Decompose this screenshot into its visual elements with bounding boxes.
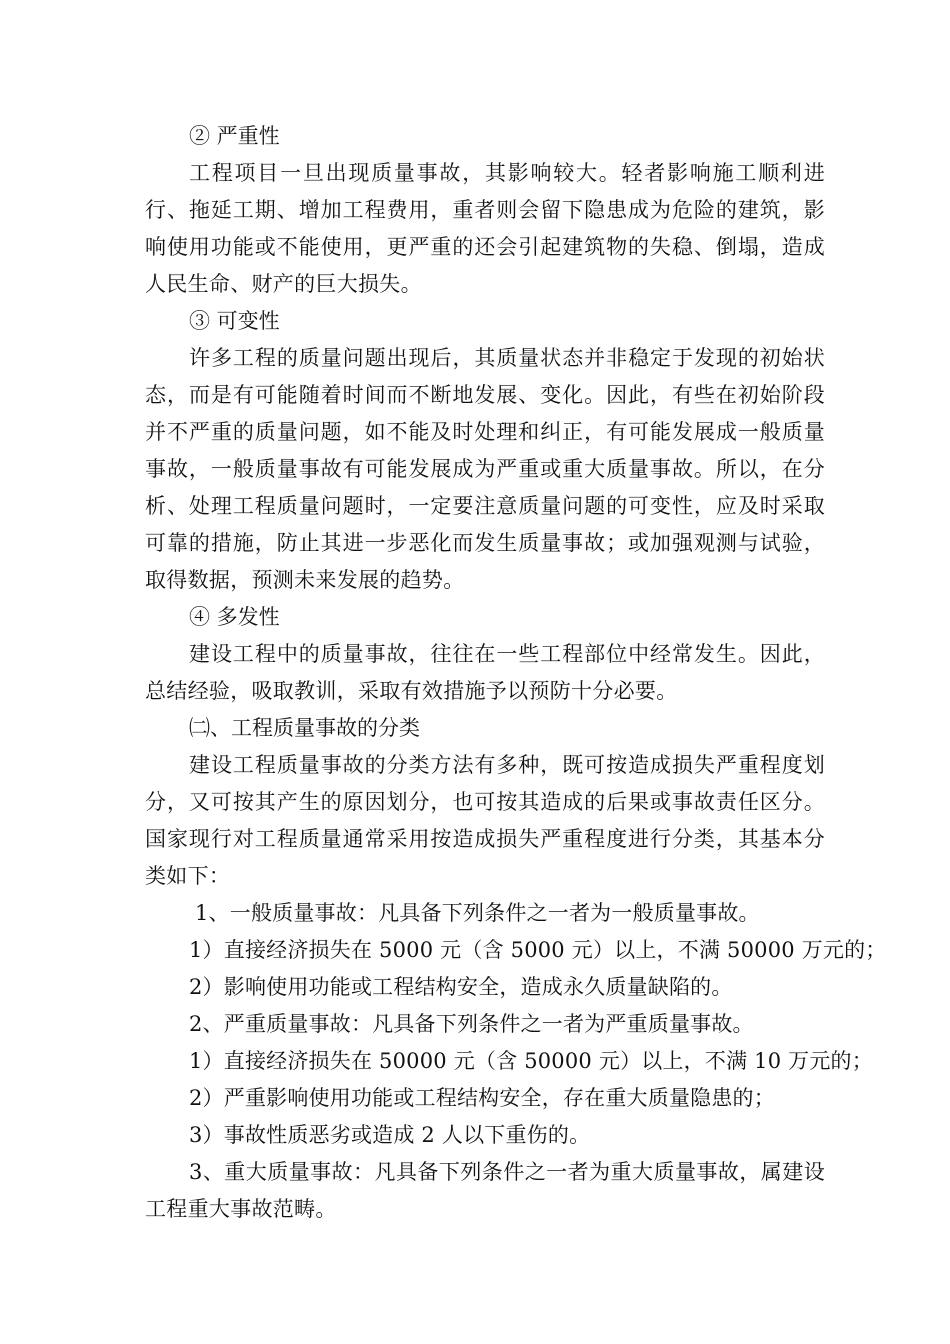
paragraph-classification: 建设工程质量事故的分类方法有多种，既可按造成损失严重程度划分，又可按其产生的原因划分，也可按其造成的后果或事故责任区分。国家现行对工程质量通常采用按造成损失严重程度进行分类，其基本分类如下： (145, 753, 825, 888)
heading-frequency: ④ 多发性 (189, 605, 280, 629)
major-accident-title: 3、重大质量事故：凡具备下列条件之一者为重大质量事故，属建设工程重大事故范畴。 (145, 1160, 825, 1221)
serious-accident-title: 2、严重质量事故：凡具备下列条件之一者为严重质量事故。 (189, 1012, 754, 1036)
serious-accident-condition-3: 3）事故性质恶劣或造成 2 人以下重伤的。 (189, 1123, 591, 1147)
heading-variability: ③ 可变性 (189, 309, 280, 333)
paragraph-severity: 工程项目一旦出现质量事故，其影响较大。轻者影响施工顺利进行、拖延工期、增加工程费用，重者则会留下隐患成为危险的建筑，影响使用功能或不能使用，更严重的还会引起建筑物的失稳、倒塌，造成人民生命、财产的巨大损失。 (145, 161, 825, 296)
heading-classification: ㈡、工程质量事故的分类 (189, 716, 420, 740)
general-accident-condition-1: 1）直接经济损失在 5000 元（含 5000 元）以上，不满 50000 万元的； (189, 938, 887, 962)
heading-severity: ② 严重性 (189, 124, 280, 148)
serious-accident-condition-1: 1）直接经济损失在 50000 元（含 50000 元）以上，不满 10 万元的； (189, 1049, 873, 1073)
paragraph-variability: 许多工程的质量问题出现后，其质量状态并非稳定于发现的初始状态，而是有可能随着时间而不断地发展、变化。因此，有些在初始阶段并不严重的质量问题，如不能及时处理和纠正，有可能发展成一般质量事故，一般质量事故有可能发展成为严重或重大质量事故。所以，在分析、处理工程质量问题时，一定要注意质量问题的可变性，应及时采取可靠的措施，防止其进一步恶化而发生质量事故；或加强观测与试验，取得数据，预测未来发展的趋势。 (145, 346, 825, 592)
general-accident-condition-2: 2）影响使用功能或工程结构安全，造成永久质量缺陷的。 (189, 975, 733, 999)
document-page (145, 118, 887, 1228)
serious-accident-condition-2: 2）严重影响使用功能或工程结构安全，存在重大质量隐患的； (189, 1086, 775, 1110)
general-accident-title: 1、一般质量事故：凡具备下列条件之一者为一般质量事故。 (195, 901, 760, 925)
paragraph-frequency: 建设工程中的质量事故，往往在一些工程部位中经常发生。因此，总结经验，吸取教训，采取有效措施予以预防十分必要。 (145, 642, 825, 703)
